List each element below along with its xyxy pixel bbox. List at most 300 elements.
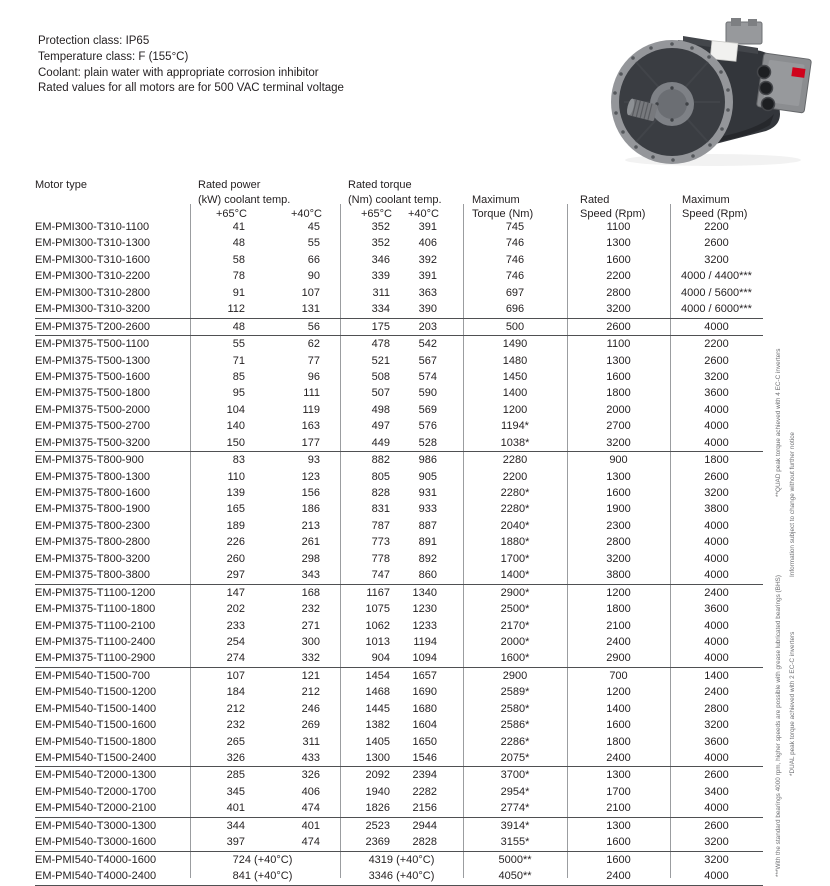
cell-max-speed: 2200 — [704, 221, 729, 233]
col-header-torque-65: +65°C — [360, 208, 392, 220]
cell-max-torque: 1200 — [502, 403, 528, 416]
col-header-power-40: +40°C — [290, 208, 322, 220]
table-row — [35, 285, 763, 301]
cell-torque-40: 574 — [418, 370, 437, 383]
cell-max-torque: 2000* — [500, 635, 530, 648]
cell-power-65: 344 — [226, 819, 245, 832]
cell-power-65: 112 — [227, 303, 245, 316]
cell-torque-65: 346 — [371, 253, 390, 266]
cell-torque-65: 352 — [371, 221, 390, 233]
cell-power-40: 246 — [301, 702, 320, 715]
cell-torque-65: 2523 — [365, 819, 390, 832]
cell-power-65: 184 — [226, 686, 245, 699]
footnote-dual: *DUAL peak torque achieved with 2 EC-C inverters — [789, 631, 796, 776]
cell-power-65: 83 — [232, 454, 245, 467]
cell-power-40: 474 — [301, 836, 320, 849]
cell-torque-40: 1690 — [412, 686, 437, 699]
cell-torque-40: 363 — [418, 286, 437, 299]
cell-max-torque: 4050** — [498, 870, 532, 883]
cell-rated-speed: 2400 — [606, 870, 631, 883]
cell-max-speed: 2600 — [704, 769, 729, 782]
table-row — [35, 219, 763, 235]
cell-max-torque: 1600* — [500, 652, 530, 665]
cell-torque-65: 828 — [371, 487, 390, 499]
cell-max-torque: 1490 — [502, 338, 528, 351]
cell-motor-type: EM-PMI540-T2000-2100 — [35, 802, 157, 815]
table-row — [35, 402, 763, 418]
cell-torque-65: 508 — [371, 370, 390, 383]
cell-power-65: 232 — [226, 719, 245, 732]
cell-rated-speed: 1100 — [606, 221, 631, 233]
table-row — [35, 650, 763, 667]
cell-max-speed: 4000 — [704, 403, 729, 416]
cell-power-40: 326 — [301, 769, 320, 782]
cell-torque-65: 352 — [371, 237, 390, 250]
cell-torque-40: 1094 — [412, 652, 437, 665]
cell-power-40: 131 — [301, 303, 320, 316]
col-header-torque-unit: (Nm) coolant temp. — [348, 194, 442, 206]
cell-power-40: 271 — [301, 619, 320, 632]
cell-motor-type: EM-PMI375-T800-2300 — [35, 519, 150, 532]
cell-torque-40: 891 — [418, 536, 437, 549]
cell-max-torque: 1450 — [502, 370, 528, 383]
cell-torque-40: 1650 — [412, 735, 437, 748]
cell-max-speed: 4000 — [704, 870, 729, 883]
table-row — [35, 385, 763, 401]
cell-power-40: 62 — [307, 338, 320, 351]
cell-power-40: 213 — [301, 519, 320, 532]
spec-info-block — [38, 34, 344, 97]
cell-torque-65: 2369 — [365, 836, 390, 849]
table-row — [35, 800, 763, 817]
cell-power-65: 226 — [226, 536, 245, 549]
cell-torque-65: 787 — [371, 519, 390, 532]
cell-max-speed: 4000 / 5600*** — [681, 286, 752, 299]
cell-rated-speed: 1100 — [606, 338, 631, 351]
cell-torque-65: 1940 — [365, 785, 390, 798]
brand-label — [791, 67, 805, 78]
cell-rated-speed: 1600 — [606, 370, 631, 383]
cell-torque-65: 1826 — [365, 802, 390, 815]
cell-max-torque: 2586* — [500, 719, 530, 732]
cell-rated-speed: 1600 — [606, 836, 631, 849]
footnote-quad: **QUAD peak torque achieved with 4 EC-C inverters — [775, 348, 782, 497]
cell-torque-65: 1405 — [365, 735, 390, 748]
table-row — [35, 567, 763, 584]
cell-motor-type: EM-PMI300-T310-1600 — [35, 253, 150, 266]
cell-rated-speed: 1400 — [606, 702, 631, 715]
cell-power-65: 48 — [232, 320, 245, 333]
cell-rated-speed: 2700 — [606, 420, 631, 433]
cell-torque-65: 1300 — [365, 752, 390, 764]
cell-motor-type: EM-PMI540-T1500-1200 — [35, 686, 157, 699]
cell-max-torque: 2280* — [500, 503, 530, 516]
cell-power-65: 48 — [232, 237, 245, 250]
cell-max-speed: 2400 — [704, 586, 729, 599]
cell-rated-speed: 2000 — [606, 403, 631, 416]
table-row — [35, 301, 763, 318]
col-header-power-65: +65°C — [215, 208, 247, 220]
cell-power-65: 147 — [226, 586, 245, 599]
cell-rated-speed: 1700 — [606, 785, 631, 798]
cell-max-torque: 2280* — [500, 487, 530, 499]
cell-max-speed: 4000 — [704, 635, 729, 648]
cell-max-speed: 2200 — [704, 338, 729, 351]
cell-rated-speed: 3800 — [606, 569, 631, 582]
cell-max-torque: 5000** — [498, 853, 532, 866]
cell-max-torque: 2774* — [500, 802, 530, 815]
cell-rated-speed: 1900 — [606, 503, 631, 516]
cell-rated-speed: 1800 — [606, 603, 631, 616]
cell-torque-40: 391 — [418, 221, 437, 233]
cell-torque-65: 1382 — [365, 719, 390, 732]
cell-max-torque: 1194* — [501, 420, 529, 433]
cell-max-speed: 3200 — [704, 370, 729, 383]
spec-line-rated-values: Rated values for all motors are for 500 VAC terminal voltage — [38, 82, 344, 95]
cell-rated-speed: 1300 — [606, 354, 631, 367]
cell-rated-speed: 1200 — [606, 586, 631, 599]
cell-motor-type: EM-PMI375-T800-2800 — [35, 536, 150, 549]
cell-max-torque: 3914* — [500, 819, 530, 832]
cell-max-speed: 4000 — [704, 436, 729, 449]
cell-torque-40: 931 — [418, 487, 437, 499]
col-header-rated-speed-1: Rated — [580, 194, 610, 206]
cell-max-speed: 3600 — [704, 735, 729, 748]
footnote-notice: Information subject to change without further notice — [789, 432, 796, 577]
cell-rated-speed: 3200 — [606, 436, 631, 449]
cell-power-65: 104 — [226, 403, 245, 416]
cell-rated-speed: 2400 — [606, 635, 631, 648]
cell-power-40: 474 — [301, 802, 320, 815]
cell-max-torque: 2075* — [500, 752, 530, 764]
cell-power-65: 140 — [226, 420, 245, 433]
cell-torque-65: 1075 — [365, 603, 390, 616]
table-row — [35, 784, 763, 800]
cell-power-65: 212 — [226, 702, 245, 715]
cell-max-speed: 1400 — [704, 669, 729, 682]
cell-power-40: 55 — [307, 237, 320, 250]
cell-motor-type: EM-PMI540-T1500-1800 — [35, 735, 157, 748]
cell-torque-40: 406 — [418, 237, 437, 250]
cell-motor-type: EM-PMI300-T310-3200 — [35, 303, 150, 316]
cell-max-speed: 4000 — [704, 420, 729, 433]
cell-max-speed: 4000 — [704, 536, 729, 549]
cell-power-40: 123 — [301, 470, 320, 483]
cell-motor-type: EM-PMI540-T1500-1600 — [35, 719, 157, 732]
cell-rated-speed: 2800 — [606, 286, 631, 299]
cell-max-torque: 746 — [505, 237, 525, 250]
table-row — [35, 319, 763, 336]
cell-power-65: 285 — [226, 769, 245, 782]
cell-power-40: 269 — [301, 719, 320, 732]
cell-power-65: 41 — [232, 221, 245, 233]
cell-motor-type: EM-PMI540-T3000-1300 — [35, 819, 157, 832]
table-row — [35, 585, 763, 601]
cell-power-65: 165 — [226, 503, 245, 516]
table-row — [35, 668, 763, 684]
cell-power-40: 93 — [307, 454, 320, 467]
cell-max-torque: 746 — [505, 270, 525, 283]
motor-illustration — [608, 10, 818, 170]
cell-power-40: 77 — [307, 354, 320, 367]
cell-power-65: 107 — [226, 669, 245, 682]
cell-rated-speed: 2600 — [606, 320, 631, 333]
cell-max-torque: 3155* — [500, 836, 530, 849]
table-row — [35, 701, 763, 717]
table-row — [35, 551, 763, 567]
cell-max-torque: 2170* — [500, 619, 530, 632]
cell-max-torque: 1400 — [502, 387, 528, 400]
cell-motor-type: EM-PMI375-T500-1100 — [35, 338, 150, 351]
cell-rated-speed: 2900 — [606, 652, 631, 665]
cell-max-torque: 2280 — [502, 454, 528, 467]
cell-motor-type: EM-PMI540-T2000-1700 — [35, 785, 157, 798]
cell-torque-65: 1167 — [366, 586, 390, 599]
cell-max-speed: 3200 — [704, 253, 729, 266]
table-row — [35, 518, 763, 534]
cell-max-speed: 4000 — [704, 752, 729, 764]
cell-torque-65: 1445 — [365, 702, 390, 715]
cell-torque-65: 449 — [371, 436, 390, 449]
cell-torque-40: 392 — [418, 253, 437, 266]
table-row — [35, 485, 763, 501]
table-rows — [35, 219, 763, 886]
cell-motor-type: EM-PMI375-T800-3200 — [35, 552, 150, 565]
cell-power-40: 168 — [301, 586, 320, 599]
cell-motor-type: EM-PMI375-T800-3800 — [35, 569, 150, 582]
col-header-max-speed-2: Speed (Rpm) — [682, 208, 748, 220]
cell-torque-65: 507 — [371, 387, 390, 400]
table-row — [35, 750, 763, 767]
cell-motor-type: EM-PMI375-T500-2700 — [35, 420, 150, 433]
col-header-max-speed-1: Maximum — [682, 194, 730, 206]
cell-rated-speed: 1600 — [606, 487, 631, 499]
cell-power-40: 261 — [301, 536, 320, 549]
cell-torque-40: 2156 — [412, 802, 437, 815]
cell-max-torque: 746 — [505, 253, 525, 266]
cell-max-torque: 745 — [505, 221, 525, 233]
cell-max-torque: 1480 — [502, 354, 528, 367]
cell-motor-type: EM-PMI375-T800-1300 — [35, 470, 150, 483]
cell-power-65: 254 — [226, 635, 245, 648]
cell-motor-type: EM-PMI300-T310-1100 — [35, 221, 150, 233]
cell-rated-speed: 1600 — [606, 719, 631, 732]
cell-rated-speed: 1300 — [606, 470, 631, 483]
cell-max-torque: 1880* — [500, 536, 530, 549]
cell-torque-40: 569 — [418, 403, 437, 416]
cell-torque-40: 2828 — [412, 836, 437, 849]
cell-max-speed: 3800 — [704, 503, 729, 516]
cell-power-40: 311 — [302, 735, 320, 748]
cell-motor-type: EM-PMI375-T200-2600 — [35, 320, 150, 333]
cell-torque-65: 334 — [371, 303, 390, 316]
cell-motor-type: EM-PMI375-T500-3200 — [35, 436, 150, 449]
table-row — [35, 469, 763, 485]
cell-power-40: 107 — [301, 286, 320, 299]
cell-torque-40: 905 — [418, 470, 437, 483]
cell-torque-40: 576 — [418, 420, 437, 433]
cell-max-speed: 4000 — [704, 320, 729, 333]
cell-max-speed: 2600 — [704, 819, 729, 832]
cell-power-65: 139 — [226, 487, 245, 499]
cell-motor-type: EM-PMI375-T800-900 — [35, 454, 144, 467]
cell-torque-65: 339 — [371, 270, 390, 283]
cell-rated-speed: 2200 — [606, 270, 631, 283]
cell-max-torque: 2900* — [500, 586, 530, 599]
col-header-rated-power: Rated power — [198, 179, 261, 191]
cell-torque-40: 1657 — [412, 669, 437, 682]
cell-torque-65: 904 — [371, 652, 390, 665]
cell-power-40: 156 — [301, 487, 320, 499]
cell-rated-speed: 1200 — [606, 686, 631, 699]
cell-max-torque: 500 — [505, 320, 525, 333]
col-header-power-unit: (kW) coolant temp. — [198, 194, 291, 206]
cell-rated-torque-merged: 4319 (+40°C) — [368, 853, 435, 866]
cell-torque-65: 311 — [372, 286, 390, 299]
cell-motor-type: EM-PMI375-T800-1600 — [35, 487, 150, 499]
cell-power-65: 91 — [232, 286, 245, 299]
cell-max-torque: 1700* — [500, 552, 530, 565]
cell-torque-40: 887 — [418, 519, 437, 532]
cell-max-torque: 1038* — [500, 436, 530, 449]
cell-max-speed: 3200 — [704, 836, 729, 849]
table-row — [35, 734, 763, 750]
table-row — [35, 834, 763, 851]
cell-rated-speed: 3200 — [606, 303, 631, 316]
cell-max-torque: 2589* — [500, 686, 530, 699]
cell-rated-speed: 1300 — [606, 237, 631, 250]
cell-torque-40: 590 — [418, 387, 437, 400]
cell-max-torque: 3700* — [500, 769, 530, 782]
table-row — [35, 634, 763, 650]
cell-max-speed: 2600 — [704, 237, 729, 250]
cell-power-40: 212 — [301, 686, 320, 699]
cell-rated-speed: 3200 — [606, 552, 631, 565]
col-header-max-torque-2: Torque (Nm) — [472, 208, 534, 220]
table-row — [35, 501, 763, 517]
cell-motor-type: EM-PMI300-T310-2800 — [35, 286, 150, 299]
cell-max-speed: 4000 — [704, 619, 729, 632]
cell-max-speed: 4000 — [704, 569, 729, 582]
cell-torque-65: 478 — [371, 338, 390, 351]
spec-line-coolant: Coolant: plain water with appropriate corrosion inhibitor — [38, 66, 319, 79]
cell-power-65: 265 — [226, 735, 245, 748]
cell-motor-type: EM-PMI540-T2000-1300 — [35, 769, 157, 782]
cell-torque-40: 860 — [418, 569, 437, 582]
cell-torque-65: 175 — [371, 320, 390, 333]
cell-max-speed: 3600 — [704, 387, 729, 400]
cell-motor-type: EM-PMI540-T1500-700 — [35, 669, 150, 682]
cell-torque-40: 933 — [418, 503, 437, 516]
col-header-max-torque-1: Maximum — [472, 194, 520, 206]
table-row — [35, 717, 763, 733]
cell-motor-type: EM-PMI300-T310-1300 — [35, 237, 150, 250]
cell-torque-40: 1233 — [412, 619, 437, 632]
table-row — [35, 353, 763, 369]
cell-power-40: 401 — [301, 819, 320, 832]
cell-power-40: 300 — [301, 635, 320, 648]
cell-rated-power-merged: 724 (+40°C) — [232, 853, 293, 866]
footnote-bearings: ***With the standard bearings 4000 rpm, higher speeds are possible with grease lubricated bearings (BHS) — [775, 575, 782, 877]
cell-power-65: 260 — [226, 552, 245, 565]
cell-max-speed: 4000 — [704, 652, 729, 665]
table-row — [35, 268, 763, 284]
motor-photo — [608, 10, 818, 170]
table-row — [35, 852, 763, 868]
cell-torque-40: 542 — [418, 338, 437, 351]
cell-max-speed: 3200 — [704, 487, 729, 499]
cell-power-40: 90 — [307, 270, 320, 283]
cell-torque-40: 1194 — [413, 635, 437, 648]
table-row — [35, 369, 763, 385]
cell-power-40: 298 — [301, 552, 320, 565]
cell-max-torque: 2580* — [500, 702, 530, 715]
table-row — [35, 435, 763, 452]
cell-torque-40: 1546 — [412, 752, 437, 764]
cell-rated-speed: 900 — [609, 454, 628, 467]
cell-torque-40: 391 — [418, 270, 437, 283]
cell-max-speed: 2400 — [704, 686, 729, 699]
col-header-motor-type: Motor type — [35, 179, 87, 191]
cell-torque-40: 1230 — [412, 603, 437, 616]
cell-max-speed: 4000 — [704, 519, 729, 532]
cell-rated-speed: 700 — [609, 669, 628, 682]
cell-motor-type: EM-PMI375-T800-1900 — [35, 503, 150, 516]
cell-power-65: 401 — [226, 802, 245, 815]
cell-rated-speed: 1300 — [606, 819, 631, 832]
cell-torque-40: 390 — [418, 303, 437, 316]
cell-max-torque: 1400* — [500, 569, 530, 582]
cell-rated-power-merged: 841 (+40°C) — [232, 870, 293, 883]
cell-power-40: 56 — [307, 320, 320, 333]
cell-rated-speed: 1800 — [606, 387, 631, 400]
cell-power-40: 433 — [301, 752, 320, 764]
cell-rated-speed: 1600 — [606, 853, 631, 866]
table-row — [35, 818, 763, 834]
table-row — [35, 767, 763, 783]
cell-power-40: 332 — [301, 652, 320, 665]
cell-max-torque: 2286* — [500, 735, 530, 748]
cell-motor-type: EM-PMI540-T4000-1600 — [35, 853, 157, 866]
cell-torque-40: 2394 — [412, 769, 437, 782]
cell-power-40: 119 — [302, 403, 320, 416]
cell-motor-type: EM-PMI375-T1100-1800 — [35, 603, 156, 616]
cell-power-40: 163 — [301, 420, 320, 433]
table-row — [35, 336, 763, 352]
cell-power-40: 177 — [301, 436, 320, 449]
table-row — [35, 684, 763, 700]
cell-rated-speed: 1600 — [606, 253, 631, 266]
cell-max-speed: 2800 — [704, 702, 729, 715]
cell-torque-40: 567 — [418, 354, 437, 367]
cell-motor-type: EM-PMI300-T310-2200 — [35, 270, 150, 283]
cell-power-40: 45 — [307, 221, 320, 233]
cell-max-torque: 2900 — [502, 669, 528, 682]
cell-max-speed: 3400 — [704, 785, 729, 798]
cell-motor-type: EM-PMI375-T500-2000 — [35, 403, 150, 416]
cell-torque-40: 2944 — [412, 819, 437, 832]
cell-power-65: 233 — [226, 619, 245, 632]
cell-rated-speed: 2100 — [606, 619, 631, 632]
cell-max-speed: 2600 — [704, 470, 729, 483]
table-row — [35, 601, 763, 617]
cell-motor-type: EM-PMI540-T1500-2400 — [35, 752, 157, 764]
cell-max-torque: 2200 — [502, 470, 528, 483]
cell-max-speed: 3200 — [704, 719, 729, 732]
cell-rated-speed: 1800 — [606, 735, 631, 748]
cell-power-65: 110 — [227, 470, 245, 483]
cell-motor-type: EM-PMI540-T1500-1400 — [35, 702, 157, 715]
